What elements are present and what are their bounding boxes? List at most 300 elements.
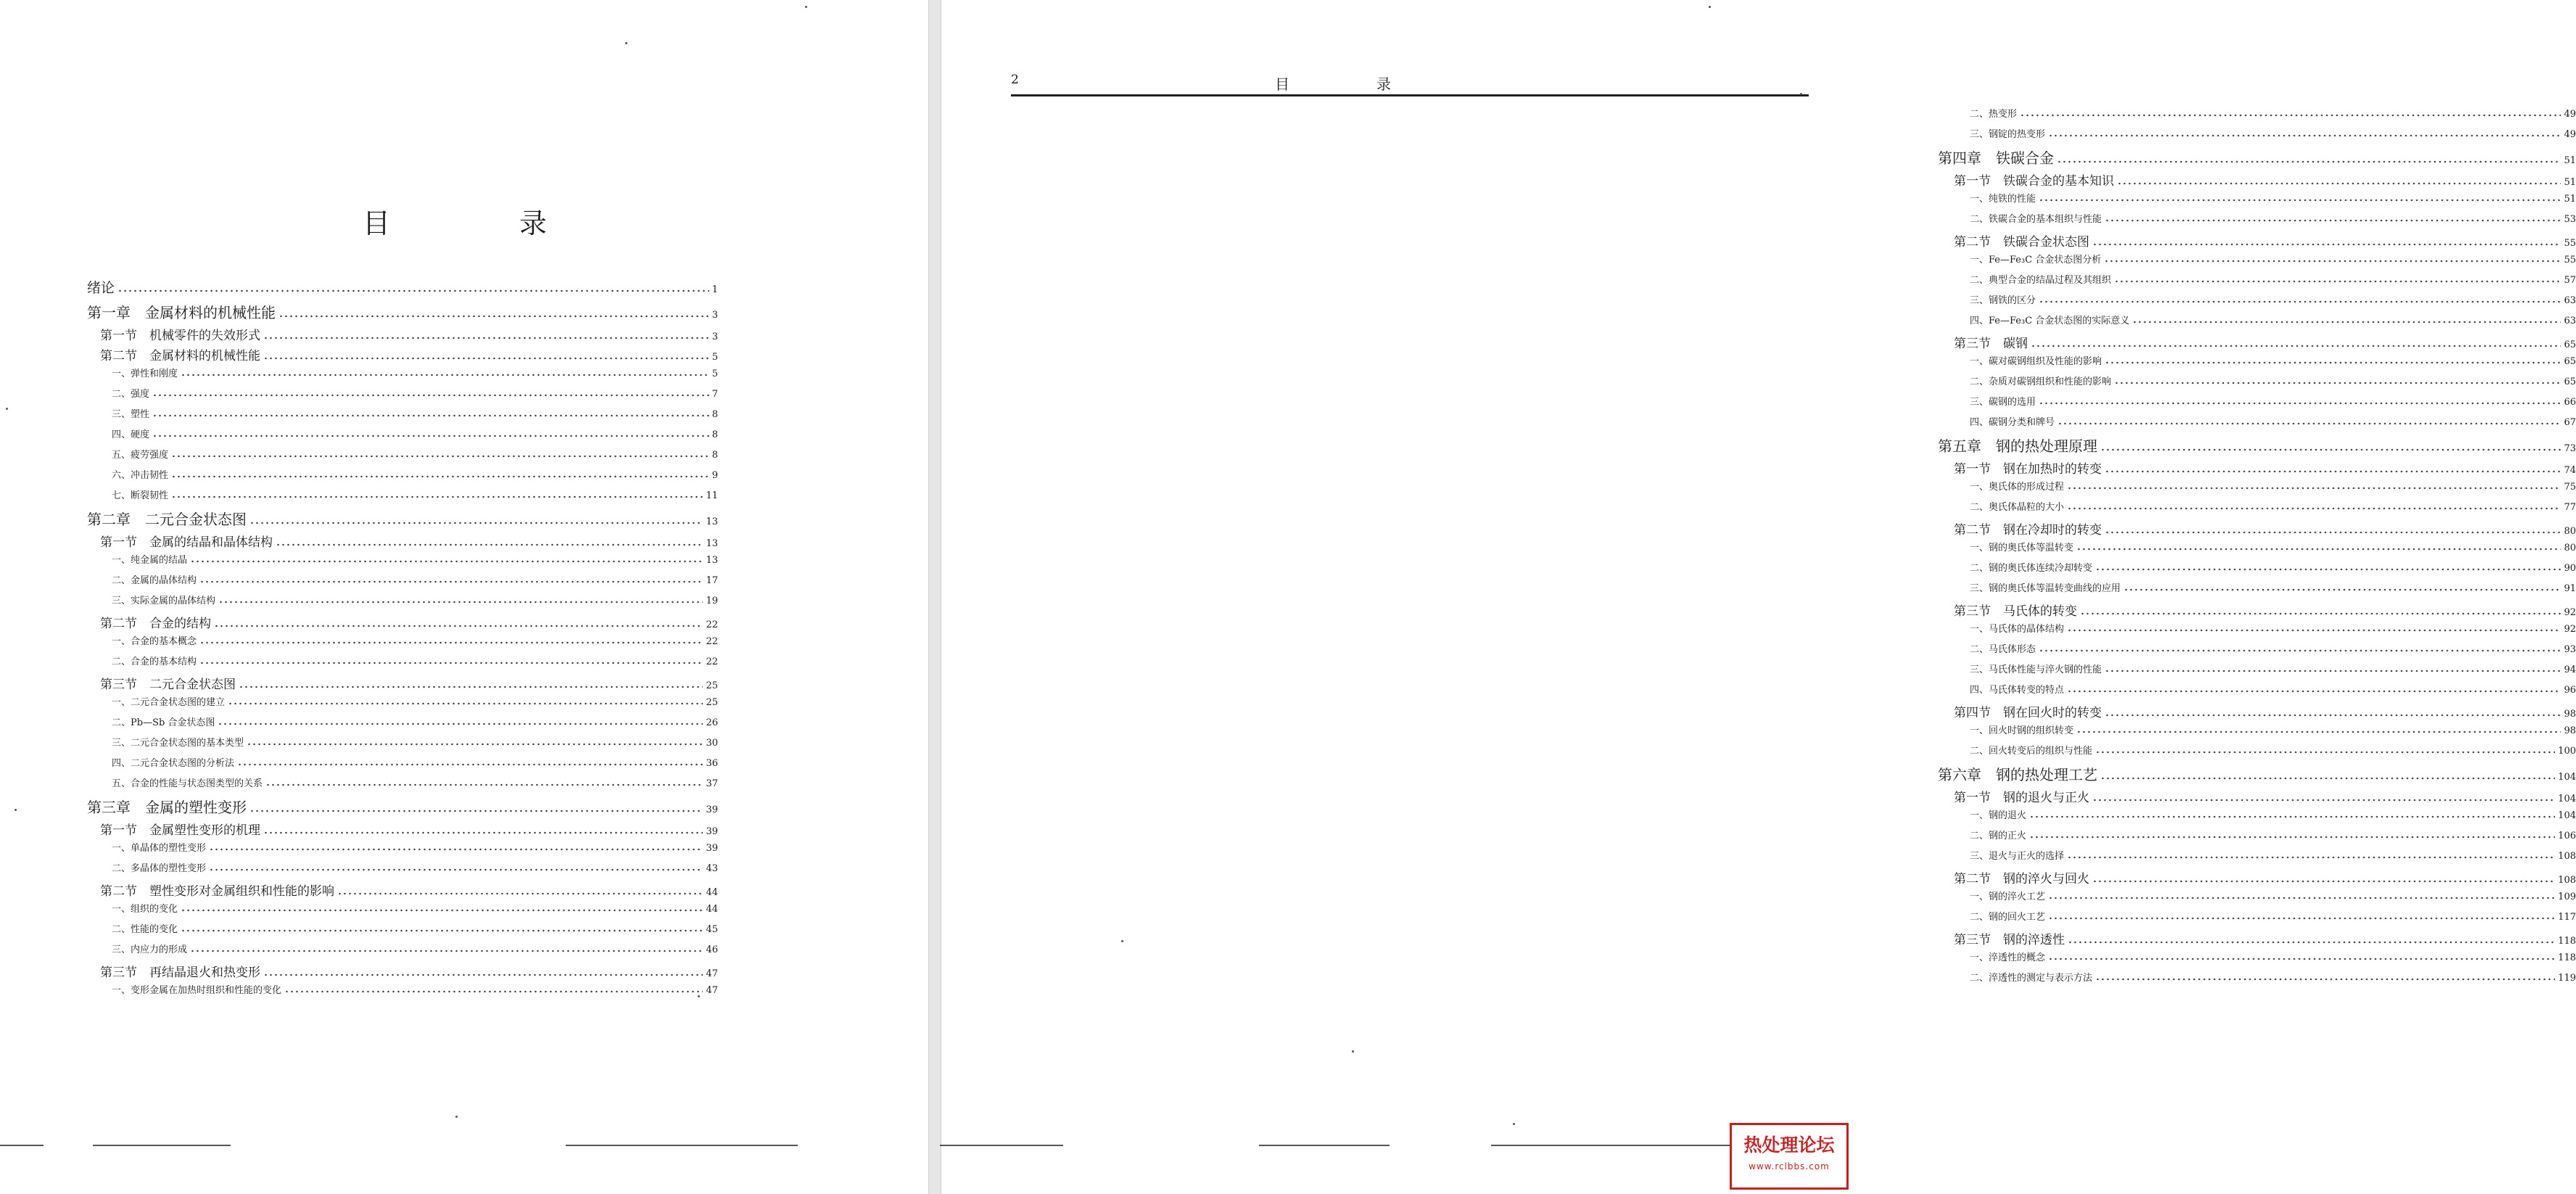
toc-entry-title: 三、碳钢的选用	[1970, 397, 2036, 408]
header-running-title: 目 录	[1275, 75, 1427, 93]
toc-entry-title: 第四节 钢在回火时的转变	[1954, 706, 2102, 720]
toc-entry-title: 第二节 塑性变形对金属组织和性能的影响	[100, 884, 334, 899]
dot-leader	[181, 909, 703, 912]
toc-entry-page: 11	[706, 490, 718, 501]
dot-leader	[2048, 897, 2555, 899]
dot-leader	[2067, 690, 2561, 693]
toc-entry-page: 1	[711, 284, 718, 295]
toc-section-entry	[1938, 231, 2576, 252]
toc-entry-page: 65	[2564, 339, 2576, 350]
toc-entry-page: 92	[2564, 607, 2576, 618]
toc-entry-title: 六、冲击韧性	[112, 470, 169, 481]
dot-leader	[239, 685, 703, 688]
toc-entry-page: 39	[706, 826, 718, 837]
toc-entry-page: 7	[711, 389, 718, 400]
toc-entry-page: 8	[711, 450, 718, 461]
toc-item-entry	[1938, 540, 2576, 560]
toc-entry-page: 44	[706, 887, 718, 898]
toc-item-entry	[87, 921, 718, 942]
toc-item-entry	[1938, 970, 2576, 990]
toc-item-entry	[87, 447, 718, 467]
toc-item-entry	[87, 406, 718, 427]
toc-entry-title: 二、性能的变化	[112, 924, 178, 935]
toc-item-entry	[1938, 499, 2576, 519]
toc-entry-page: 117	[2558, 912, 2576, 923]
toc-section-entry	[1938, 702, 2576, 722]
toc-entry-title: 三、二元合金状态图的基本类型	[112, 738, 244, 749]
toc-entry-title: 第一节 钢的退火与正火	[1954, 791, 2089, 805]
toc-section-entry	[1938, 170, 2576, 191]
toc-item-entry	[87, 386, 718, 406]
toc-entry-page: 118	[2558, 952, 2576, 963]
toc-item-entry	[87, 654, 718, 674]
toc-entry-page: 92	[2564, 624, 2576, 635]
toc-entry-title: 二、典型合金的结晶过程及其组织	[1970, 275, 2112, 286]
toc-entry-title: 第五章 钢的热处理原理	[1938, 437, 2097, 455]
dot-leader	[2076, 548, 2561, 551]
toc-entry-page: 65	[2564, 356, 2576, 367]
toc-entry-title: 四、硬度	[112, 429, 150, 440]
toc-entry-title: 第二节 铁碳合金状态图	[1954, 235, 2089, 250]
toc-item-entry	[87, 467, 718, 487]
dot-leader	[247, 743, 703, 746]
toc-item-entry	[87, 755, 718, 775]
toc-section-entry	[1938, 333, 2576, 353]
toc-entry-title: 第一节 机械零件的失效形式	[100, 329, 260, 343]
toc-entry-title: 三、钢铁的区分	[1970, 295, 2036, 306]
watermark-stamp	[1730, 1123, 1849, 1190]
toc-entry-title: 第三节 钢的淬透性	[1954, 933, 2065, 947]
toc-section-entry	[87, 532, 718, 552]
toc-entry-title: 三、马氏体性能与淬火钢的性能	[1970, 664, 2102, 675]
toc-entry-title: 七、断裂韧性	[112, 490, 169, 501]
header-rule	[1011, 94, 1809, 96]
dot-leader	[2068, 941, 2555, 944]
toc-entry-title: 一、弹性和刚度	[112, 369, 178, 379]
toc-item-entry	[1938, 641, 2576, 662]
toc-item-entry	[1938, 292, 2576, 313]
toc-entry-page: 30	[706, 738, 718, 749]
toc-section-entry	[1938, 458, 2576, 479]
scan-footer-line	[93, 1145, 231, 1146]
toc-entry-title: 一、单晶体的塑性变形	[112, 843, 207, 854]
toc-entry-page: 5	[711, 369, 718, 379]
toc-entry-title: 一、马氏体的晶体结构	[1970, 624, 2065, 635]
dot-leader	[228, 702, 703, 705]
dot-leader	[2105, 219, 2561, 222]
toc-section-entry	[1938, 868, 2576, 889]
dot-leader	[2029, 815, 2555, 818]
toc-item-entry	[1938, 353, 2576, 374]
toc-entry-page: 91	[2564, 583, 2576, 594]
toc-entry-title: 一、回火时钢的组织转变	[1970, 725, 2074, 736]
dot-leader	[218, 722, 703, 725]
dot-leader	[284, 990, 703, 993]
toc-entry-title: 一、钢的退火	[1970, 810, 2027, 821]
toc-entry-page: 9	[711, 470, 718, 481]
dot-leader	[181, 374, 709, 376]
toc-entry-title: 一、Fe—Fe₃C 合金状态图分析	[1970, 255, 2102, 265]
dot-leader	[199, 641, 703, 644]
toc-entry-page: 51	[2564, 177, 2576, 188]
toc-entry-title: 第四章 铁碳合金	[1938, 149, 2054, 167]
toc-item-entry	[87, 715, 718, 735]
toc-entry-title: 第三节 再结晶退火和热变形	[100, 966, 260, 980]
dot-leader	[249, 810, 703, 812]
dot-leader	[249, 522, 703, 524]
toc-entry-page: 45	[706, 924, 718, 935]
toc-entry-title: 二、强度	[112, 389, 150, 400]
toc-entry-page: 104	[2558, 810, 2576, 821]
toc-entry-page: 96	[2564, 685, 2576, 696]
toc-item-entry	[1938, 950, 2576, 970]
dot-leader	[263, 357, 709, 360]
dot-leader	[2105, 531, 2561, 534]
dot-leader	[209, 848, 703, 851]
dot-leader	[2048, 958, 2555, 960]
toc-section-entry	[87, 674, 718, 694]
toc-item-entry	[1938, 807, 2576, 828]
dot-leader	[2057, 160, 2561, 163]
scan-speck	[1513, 1123, 1515, 1125]
scan-footer-line	[940, 1145, 1063, 1146]
toc-entry-page: 57	[2564, 275, 2576, 286]
toc-entry-title: 一、纯铁的性能	[1970, 194, 2036, 205]
toc-entry-title: 五、合金的性能与状态图类型的关系	[112, 778, 263, 789]
toc-item-entry	[1938, 479, 2576, 499]
dot-leader	[2067, 507, 2561, 510]
toc-entry-page: 100	[2558, 746, 2576, 757]
toc-list-right	[1938, 106, 2576, 990]
toc-entry-title: 第三章 金属的塑性变形	[87, 799, 247, 816]
toc-chapter-entry	[1938, 147, 2576, 170]
scan-speck	[1709, 6, 1711, 8]
toc-entry-page: 108	[2558, 875, 2576, 886]
dot-leader	[117, 289, 709, 292]
toc-entry-page: 73	[2564, 443, 2576, 454]
toc-entry-title: 一、钢的奥氏体等温转变	[1970, 543, 2074, 553]
toc-item-entry	[87, 840, 718, 860]
toc-section-entry	[87, 881, 718, 901]
scan-footer-line	[1259, 1145, 1390, 1146]
toc-chapter-entry	[1938, 435, 2576, 458]
toc-item-entry	[1938, 374, 2576, 394]
toc-item-entry	[87, 860, 718, 881]
dot-leader	[190, 560, 703, 563]
toc-entry-page: 55	[2564, 255, 2576, 265]
toc-entry-title: 第一节 金属的结晶和晶体结构	[100, 535, 273, 550]
toc-entry-title: 绪论	[87, 280, 115, 296]
toc-entry-title: 三、内应力的形成	[112, 944, 188, 955]
toc-entry-page: 49	[2564, 129, 2576, 140]
dot-leader	[263, 831, 703, 834]
toc-entry-page: 75	[2564, 482, 2576, 493]
dot-leader	[2067, 856, 2555, 859]
toc-entry-title: 三、钢的奥氏体等温转变曲线的应用	[1970, 583, 2121, 594]
toc-entry-title: 二、奥氏体晶粒的大小	[1970, 502, 2065, 513]
toc-entry-page: 3	[711, 310, 718, 321]
dot-leader	[337, 892, 703, 895]
toc-item-entry	[1938, 252, 2576, 272]
dot-leader	[278, 315, 709, 318]
toc-entry-title: 二、Pb—Sb 合金状态图	[112, 717, 215, 728]
dot-leader	[2067, 487, 2561, 490]
dot-leader	[263, 337, 709, 339]
dot-leader	[276, 543, 703, 546]
toc-entry-title: 二、金属的晶体结构	[112, 575, 197, 586]
toc-entry-page: 3	[711, 332, 718, 342]
dot-leader	[2105, 470, 2561, 473]
toc-chapter-entry	[87, 796, 718, 820]
toc-entry-page: 22	[706, 636, 718, 647]
toc-entry-page: 36	[706, 758, 718, 769]
toc-item-entry	[1938, 722, 2576, 743]
toc-entry-page: 22	[706, 656, 718, 667]
toc-entry-title: 四、二元合金状态图的分析法	[112, 758, 235, 769]
toc-entry-title: 一、碳对碳钢组织及性能的影响	[1970, 356, 2102, 367]
dot-leader	[171, 495, 703, 498]
toc-entry-title: 一、淬透性的概念	[1970, 952, 2046, 963]
toc-item-entry	[1938, 909, 2576, 929]
toc-entry-page: 51	[2564, 194, 2576, 205]
dot-leader	[2100, 777, 2555, 780]
toc-entry-title: 二、杂质对碳钢组织和性能的影响	[1970, 376, 2112, 387]
toc-entry-title: 三、实际金属的晶体结构	[112, 596, 216, 606]
toc-entry-page: 104	[2558, 772, 2576, 783]
toc-entry-page: 65	[2564, 376, 2576, 387]
toc-item-entry	[87, 901, 718, 921]
toc-entry-page: 13	[706, 555, 718, 566]
dot-leader	[2105, 361, 2561, 364]
dot-leader	[171, 475, 709, 478]
toc-item-entry	[1938, 272, 2576, 292]
toc-entry-page: 47	[706, 968, 718, 979]
toc-item-entry	[87, 633, 718, 654]
toc-entry-page: 90	[2564, 563, 2576, 574]
dot-leader	[2057, 422, 2561, 425]
toc-entry-title: 四、Fe—Fe₃C 合金状态图的实际意义	[1970, 316, 2130, 326]
running-header	[1011, 73, 1809, 97]
toc-entry-page: 106	[2558, 831, 2576, 841]
dot-leader	[152, 414, 709, 417]
toc-entry-title: 一、钢的淬火工艺	[1970, 892, 2046, 902]
toc-entry-page: 80	[2564, 526, 2576, 537]
toc-item-entry	[1938, 743, 2576, 763]
toc-entry-page: 39	[706, 804, 718, 815]
toc-entry-page: 98	[2564, 725, 2576, 736]
toc-entry-page: 49	[2564, 109, 2576, 120]
toc-section-entry	[1938, 601, 2576, 621]
dot-leader	[2039, 402, 2561, 405]
toc-entry-page: 74	[2564, 465, 2576, 476]
toc-title: 目 录	[363, 207, 598, 239]
toc-item-entry	[1938, 191, 2576, 211]
toc-entry-title: 第三节 二元合金状态图	[100, 678, 236, 692]
toc-entry-page: 51	[2564, 155, 2576, 166]
dot-leader	[190, 950, 703, 952]
dot-leader	[2114, 382, 2561, 384]
toc-entry-page: 80	[2564, 543, 2576, 553]
toc-entry-page: 8	[711, 409, 718, 420]
toc-item-entry	[1938, 394, 2576, 414]
toc-item-entry	[1938, 580, 2576, 601]
scan-speck	[1121, 940, 1123, 942]
toc-entry-title: 第二节 金属材料的机械性能	[100, 349, 260, 363]
toc-entry-page: 13	[706, 538, 718, 549]
toc-entry-title: 二、热变形	[1970, 109, 2018, 120]
toc-item-entry	[1938, 126, 2576, 147]
scan-speck	[805, 6, 807, 8]
toc-item-entry	[1938, 889, 2576, 909]
toc-entry-title: 四、碳钢分类和牌号	[1970, 417, 2055, 428]
dot-leader	[2095, 978, 2555, 981]
scan-footer-line	[0, 1145, 44, 1146]
toc-item-entry	[87, 982, 718, 1002]
toc-chapter-entry	[87, 301, 718, 325]
toc-entry-page: 13	[706, 516, 718, 527]
toc-entry-title: 第一章 金属材料的机械性能	[87, 304, 276, 321]
toc-item-entry	[87, 366, 718, 386]
toc-entry-title: 一、奥氏体的形成过程	[1970, 482, 2065, 493]
toc-item-entry	[1938, 560, 2576, 580]
toc-item-entry	[1938, 621, 2576, 641]
dot-leader	[2048, 917, 2555, 920]
dot-leader	[199, 580, 703, 583]
scan-footer-line	[566, 1145, 798, 1146]
toc-section-entry	[87, 345, 718, 366]
toc-entry-title: 一、纯金属的结晶	[112, 555, 188, 566]
toc-item-entry	[1938, 848, 2576, 868]
dot-leader	[2039, 300, 2561, 303]
toc-item-entry	[87, 593, 718, 613]
toc-entry-title: 三、钢锭的热变形	[1970, 129, 2046, 140]
dot-leader	[209, 868, 703, 871]
toc-item-entry	[87, 487, 718, 508]
dot-leader	[2092, 799, 2555, 802]
toc-item-entry	[87, 735, 718, 755]
toc-entry-page: 104	[2558, 794, 2576, 804]
toc-item-entry	[1938, 682, 2576, 702]
dot-leader	[2100, 448, 2561, 451]
toc-entry-page: 22	[706, 619, 718, 630]
scan-speck	[6, 408, 8, 410]
dot-leader	[265, 783, 703, 786]
watermark-title: 热处理论坛	[1743, 1135, 1835, 1156]
toc-entry-page: 118	[2558, 936, 2576, 947]
scan-speck	[625, 42, 627, 44]
toc-entry-title: 二、多晶体的塑性变形	[112, 863, 207, 874]
toc-entry-title: 二、铁碳合金的基本组织与性能	[1970, 214, 2102, 225]
toc-section-entry	[87, 613, 718, 633]
header-page-number: 2	[1011, 73, 1019, 87]
dot-leader	[2076, 730, 2561, 733]
toc-item-entry	[87, 572, 718, 593]
toc-entry-title: 第二节 钢的淬火与回火	[1954, 872, 2089, 886]
dot-leader	[263, 973, 703, 976]
toc-entry-title: 二、合金的基本结构	[112, 656, 197, 667]
toc-section-entry	[1938, 519, 2576, 540]
dot-leader	[2105, 670, 2561, 672]
dot-leader	[152, 394, 709, 397]
toc-entry-title: 第一节 钢在加热时的转变	[1954, 462, 2102, 477]
toc-item-entry	[1938, 414, 2576, 435]
toc-entry-title: 三、退火与正火的选择	[1970, 851, 2065, 862]
right-page	[940, 0, 2576, 1194]
scan-speck	[698, 995, 700, 997]
dot-leader	[2092, 880, 2555, 883]
dot-leader	[214, 625, 703, 627]
dot-leader	[2132, 321, 2561, 324]
toc-item-entry	[1938, 828, 2576, 848]
toc-entry-page: 55	[2564, 238, 2576, 249]
dot-leader	[2095, 568, 2561, 571]
toc-entry-page: 108	[2558, 851, 2576, 862]
toc-entry-page: 47	[706, 985, 718, 996]
dot-leader	[2104, 260, 2561, 263]
toc-entry-page: 44	[706, 904, 718, 915]
toc-entry-page: 46	[706, 944, 718, 955]
toc-entry-title: 五、疲劳强度	[112, 450, 169, 461]
toc-entry-page: 77	[2564, 502, 2576, 513]
toc-entry-title: 一、变形金属在加热时组织和性能的变化	[112, 985, 282, 996]
toc-section-entry	[87, 325, 718, 345]
scan-speck	[1352, 1050, 1354, 1053]
toc-item-entry	[1938, 211, 2576, 231]
dot-leader	[2095, 751, 2555, 754]
toc-entry-title: 第一节 金属塑性变形的机理	[100, 823, 260, 838]
scan-speck	[15, 809, 17, 811]
dot-leader	[2123, 588, 2561, 591]
toc-entry-page: 53	[2564, 214, 2576, 225]
toc-entry-title: 第三节 碳钢	[1954, 337, 2028, 351]
toc-entry-title: 第三节 马氏体的转变	[1954, 604, 2077, 619]
toc-entry-page: 93	[2564, 644, 2576, 655]
toc-entry-page: 5	[711, 352, 718, 363]
dot-leader	[2114, 280, 2561, 283]
dot-leader	[218, 601, 703, 604]
toc-section-entry	[1938, 929, 2576, 950]
toc-entry-page: 37	[706, 778, 718, 789]
toc-entry-page: 94	[2564, 664, 2576, 675]
toc-entry-title: 三、塑性	[112, 409, 150, 420]
dot-leader	[2092, 243, 2561, 246]
dot-leader	[2105, 714, 2561, 717]
toc-entry-title: 一、组织的变化	[112, 904, 178, 915]
toc-item-entry	[87, 427, 718, 447]
toc-entry-title: 二、钢的奥氏体连续冷却转变	[1970, 563, 2093, 574]
toc-section-entry	[1938, 787, 2576, 807]
toc-section-entry	[87, 820, 718, 840]
toc-entry-page: 66	[2564, 397, 2576, 408]
toc-entry-page: 63	[2564, 295, 2576, 306]
dot-leader	[181, 929, 703, 932]
toc-item-entry	[1938, 106, 2576, 126]
toc-entry-title: 第二章 二元合金状态图	[87, 511, 247, 528]
toc-entry-page: 25	[706, 680, 718, 691]
toc-section-entry	[87, 962, 718, 982]
toc-chapter-entry	[1938, 763, 2576, 787]
toc-entry-page: 119	[2558, 973, 2576, 984]
toc-entry-title: 第六章 钢的热处理工艺	[1938, 766, 2097, 783]
dot-leader	[171, 455, 709, 458]
toc-chapter-entry	[87, 508, 718, 532]
watermark-url: www.rclbbs.com	[1749, 1161, 1830, 1172]
toc-entry-title: 二、钢的正火	[1970, 831, 2027, 841]
toc-entry-page: 8	[711, 429, 718, 440]
dot-leader	[2080, 612, 2561, 615]
toc-entry-title: 第二节 钢在冷却时的转变	[1954, 523, 2102, 538]
toc-entry-title: 二、马氏体形态	[1970, 644, 2036, 655]
